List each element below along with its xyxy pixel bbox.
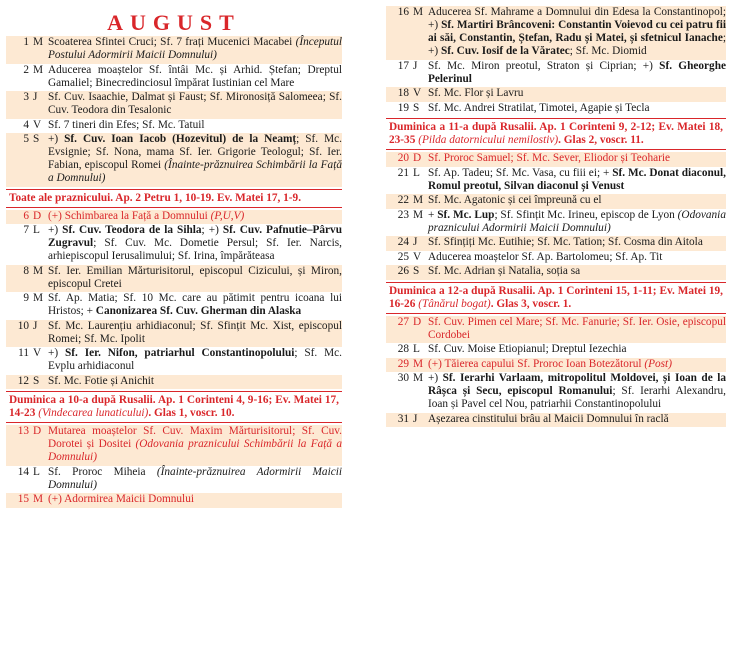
feast-text: Sf. Cuv. Isaachie, Dalmat și Faust; Sf. Mironosiță Salomeea; Sf. Cuv. Teodora din Tesalonic [48, 91, 342, 116]
feast-text: Mutarea moaștelor Sf. Cuv. Maxim Mărturisitorul; Sf. Cuv. Dorotei și Dositei (Odovania praznicului Schimbării la Față a Domnului) [48, 425, 342, 463]
weekday-letter: M [33, 292, 44, 304]
day-entry [386, 194, 726, 209]
feast-text: Sf. Cuv. Moise Etiopianul; Dreptul Iezechia [428, 343, 627, 355]
weekday-letter: V [413, 87, 422, 99]
day-entry [386, 358, 726, 373]
day-number: 13 [17, 425, 29, 437]
feast-text: (+) Adormirea Maicii Domnului [48, 493, 194, 505]
day-entry [386, 60, 726, 88]
feast-text: Aducerea moaștelor Sf. întâi Mc. și Arhid. Ștefan; Dreptul Gamaliel; Binecredinciosul împărat Iustinian cel Mare [48, 63, 342, 89]
feast-text: Sf. Cuv. Pimen cel Mare; Sf. Mc. Fanurie; Sf. Ier. Osie, episcopul Cordobei [428, 315, 726, 341]
day-entry [6, 375, 342, 390]
feast-text: (+) Tăierea capului Sf. Proroc Ioan Botezătorul (Post) [428, 357, 672, 370]
weekday-letter: M [33, 264, 44, 277]
feast-text: +) Sf. Cuv. Teodora de la Sihla; +) Sf. Cuv. Pafnutie–Pârvu Zugravul; Sf. Cuv. Mc. Dometie Persul; Sf. Ier. Narcis, arhiepiscopul Ierusalimului; Sf. Irina, împărăteasa [48, 224, 342, 262]
weekday-letter: S [413, 265, 420, 277]
day-number: 31 [397, 412, 409, 425]
day-number: 25 [397, 250, 409, 263]
weekday-letter: M [413, 208, 424, 221]
feast-text: Sf. Proroc Miheia (Înainte-prăznuirea Adormirii Maicii Domnului) [48, 465, 342, 491]
feast-text: Sf. Mc. Andrei Stratilat, Timotei, Agapie și Tecla [428, 101, 650, 114]
sunday-reading: Toate ale praznicului. Ap. 2 Petru 1, 10-19. Ev. Matei 17, 1-9. [6, 189, 342, 208]
feast-text: (+) Schimbarea la Față a Domnului (P,U,V) [48, 209, 245, 222]
feast-text: Așezarea cinstitului brâu al Maicii Domnului în raclă [428, 412, 669, 425]
weekday-letter: D [33, 209, 42, 222]
day-number: 18 [397, 87, 409, 99]
weekday-letter: L [413, 343, 420, 355]
day-entry [386, 265, 726, 280]
feast-text: Scoaterea Sfintei Cruci; Sf. 7 frați Mucenici Macabei (Începutul Postului Adormirii Maicii Domnului) [48, 36, 342, 61]
day-number: 12 [17, 374, 29, 387]
feast-text: Sf. Ier. Emilian Mărturisitorul, episcopul Cizicului, și Miron, episcopul Cretei [48, 264, 342, 290]
day-number: 4 [23, 118, 29, 131]
day-number: 26 [397, 265, 409, 277]
day-entry [6, 493, 342, 508]
weekday-letter: S [33, 133, 40, 145]
weekday-letter: J [413, 412, 418, 425]
day-entry [6, 91, 342, 119]
day-entry [6, 224, 342, 265]
feast-text: + Sf. Mc. Lup; Sf. Sfințit Mc. Irineu, episcop de Lyon (Odovania praznicului Adormirii Maicii Domnului) [428, 208, 726, 234]
weekday-letter: M [33, 63, 44, 76]
weekday-letter: L [33, 224, 40, 236]
feast-text: +) Sf. Ier. Nifon, patriarhul Constantinopolului; Sf. Mc. Evplu arhidiaconul [48, 347, 342, 372]
weekday-letter: M [413, 357, 424, 370]
feast-text: Aducerea Sf. Mahrame a Domnului din Edesa la Constantinopol; +) Sf. Martiri Brâncoveni: Constantin Voievod cu cei patru fii ai săi, Constantin, Ștefan, Radu și Matei, și sfetnicul Ianache; +) Sf. Cuv. Iosif de la Văratec; Sf. Mc. Diomid [428, 6, 726, 57]
weekday-letter: J [413, 59, 418, 72]
feast-text: +) Sf. Cuv. Ioan Iacob (Hozevitul) de la Neamț; Sf. Mc. Evsignie; Sf. Nona, mama Sf. Ier. Grigorie Teologul; Sf. Ier. Fabian, episcopul Romei (Înainte-prăznuirea Schimbării la Față a Domnului) [48, 133, 342, 184]
sunday-reading: Duminica a 10-a după Rusalii. Ap. 1 Corinteni 4, 9-16; Ev. Matei 17, 14-23 (Vindecarea lunaticului). Glas 1, voscr. 10. [6, 391, 342, 423]
weekday-letter: S [33, 374, 40, 387]
day-number: 1 [23, 36, 29, 48]
day-entry [6, 347, 342, 375]
feast-text: Sf. Mc. Agatonic și cei împreună cu el [428, 194, 602, 206]
day-number: 16 [397, 6, 409, 18]
day-entry [6, 320, 342, 348]
feast-text: Sf. Ap. Matia; Sf. 10 Mc. care au pătimit pentru icoana lui Hristos; + Canonizarea Sf. Cuv. Gherman din Alaska [48, 292, 342, 317]
weekday-letter: L [413, 166, 420, 179]
day-number: 3 [23, 91, 29, 103]
weekday-letter: V [33, 118, 42, 131]
day-entry [386, 152, 726, 167]
day-number: 29 [397, 357, 409, 370]
day-entry [6, 133, 342, 187]
day-number: 7 [23, 224, 29, 236]
feast-text: Sf. Mc. Fotie și Anichit [48, 374, 155, 387]
left-day-list [6, 36, 342, 508]
feast-text: Sf. Proroc Samuel; Sf. Mc. Sever, Eliodor și Teoharie [428, 152, 671, 164]
right-day-list [386, 6, 726, 427]
weekday-letter: L [33, 465, 40, 478]
weekday-letter: D [413, 315, 422, 328]
day-number: 22 [397, 194, 409, 206]
day-number: 15 [17, 493, 29, 505]
day-entry [6, 425, 342, 466]
month-title: AUGUST [107, 10, 241, 35]
left-column [6, 0, 342, 508]
day-entry [386, 316, 726, 344]
day-entry [386, 343, 726, 358]
feast-text: Sf. Mc. Miron preotul, Straton și Ciprian; +) Sf. Gheorghe Pelerinul [428, 59, 726, 85]
day-number: 27 [397, 315, 409, 328]
day-entry [386, 413, 726, 428]
weekday-letter: J [33, 91, 38, 103]
feast-text: +) Sf. Ierarhi Varlaam, mitropolitul Moldovei, și Ioan de la Râșca și Secu, episcopul Romanului; Sf. Ierarhi Alexandru, Ioan și Pavel cel Nou, patriarhii Constantinopolului [428, 372, 726, 410]
day-number: 17 [397, 59, 409, 72]
weekday-letter: S [413, 101, 420, 114]
day-number: 6 [23, 209, 29, 222]
day-entry [6, 64, 342, 92]
weekday-letter: M [413, 6, 424, 18]
day-entry [386, 102, 726, 117]
day-entry [6, 265, 342, 293]
weekday-letter: D [33, 425, 42, 437]
day-number: 8 [23, 264, 29, 277]
feast-text: Sf. Ap. Tadeu; Sf. Mc. Vasa, cu fiii ei; + Sf. Mc. Donat diaconul, Romul preotul, Silvan diaconul și Venust [428, 166, 726, 192]
sunday-reading: Duminica a 11-a după Rusalii. Ap. 1 Corinteni 9, 2-12; Ev. Matei 18, 23-35 (Pilda datornicului nemilostiv). Glas 2, voscr. 11. [386, 118, 726, 150]
weekday-letter: J [413, 236, 418, 248]
weekday-letter: M [33, 36, 44, 48]
day-number: 23 [397, 208, 409, 221]
feast-text: Sf. 7 tineri din Efes; Sf. Mc. Tatuil [48, 118, 205, 131]
day-entry [386, 167, 726, 195]
day-number: 21 [397, 166, 409, 179]
day-number: 30 [397, 372, 409, 384]
feast-text: Sf. Mc. Laurențiu arhidiaconul; Sf. Sfințit Mc. Xist, episcopul Romei; Sf. Mc. Ipolit [48, 319, 342, 345]
feast-text: Sf. Mc. Flor și Lavru [428, 87, 524, 99]
weekday-letter: M [413, 194, 424, 206]
right-column [386, 6, 726, 427]
feast-text: Sf. Mc. Adrian și Natalia, soția sa [428, 265, 581, 277]
day-entry [6, 466, 342, 494]
day-number: 14 [17, 465, 29, 478]
weekday-letter: V [413, 250, 422, 263]
day-number: 28 [397, 343, 409, 355]
day-number: 9 [23, 292, 29, 304]
day-number: 5 [23, 133, 29, 145]
day-entry [6, 210, 342, 225]
sunday-reading: Duminica a 12-a după Rusalii. Ap. 1 Corinteni 15, 1-11; Ev. Matei 19, 16-26 (Tânărul bogat). Glas 3, voscr. 1. [386, 282, 726, 314]
feast-text: Aducerea moaștelor Sf. Ap. Bartolomeu; Sf. Ap. Tit [428, 250, 663, 263]
day-entry [6, 36, 342, 64]
day-entry [386, 372, 726, 413]
feast-text: Sf. Sfințiți Mc. Eutihie; Sf. Mc. Tation; Sf. Cosma din Aitola [428, 236, 703, 248]
day-number: 10 [17, 319, 29, 332]
weekday-letter: D [413, 152, 422, 164]
day-number: 24 [397, 236, 409, 248]
day-entry [6, 119, 342, 134]
day-number: 20 [397, 152, 409, 164]
day-entry [386, 87, 726, 102]
weekday-letter: M [33, 493, 44, 505]
day-entry [386, 209, 726, 237]
day-entry [386, 251, 726, 266]
day-number: 2 [23, 63, 29, 76]
weekday-letter: V [33, 347, 42, 359]
day-entry [386, 6, 726, 60]
day-entry [386, 236, 726, 251]
weekday-letter: J [33, 319, 38, 332]
weekday-letter: M [413, 372, 424, 384]
day-number: 19 [397, 101, 409, 114]
day-number: 11 [18, 347, 29, 359]
day-entry [6, 292, 342, 320]
